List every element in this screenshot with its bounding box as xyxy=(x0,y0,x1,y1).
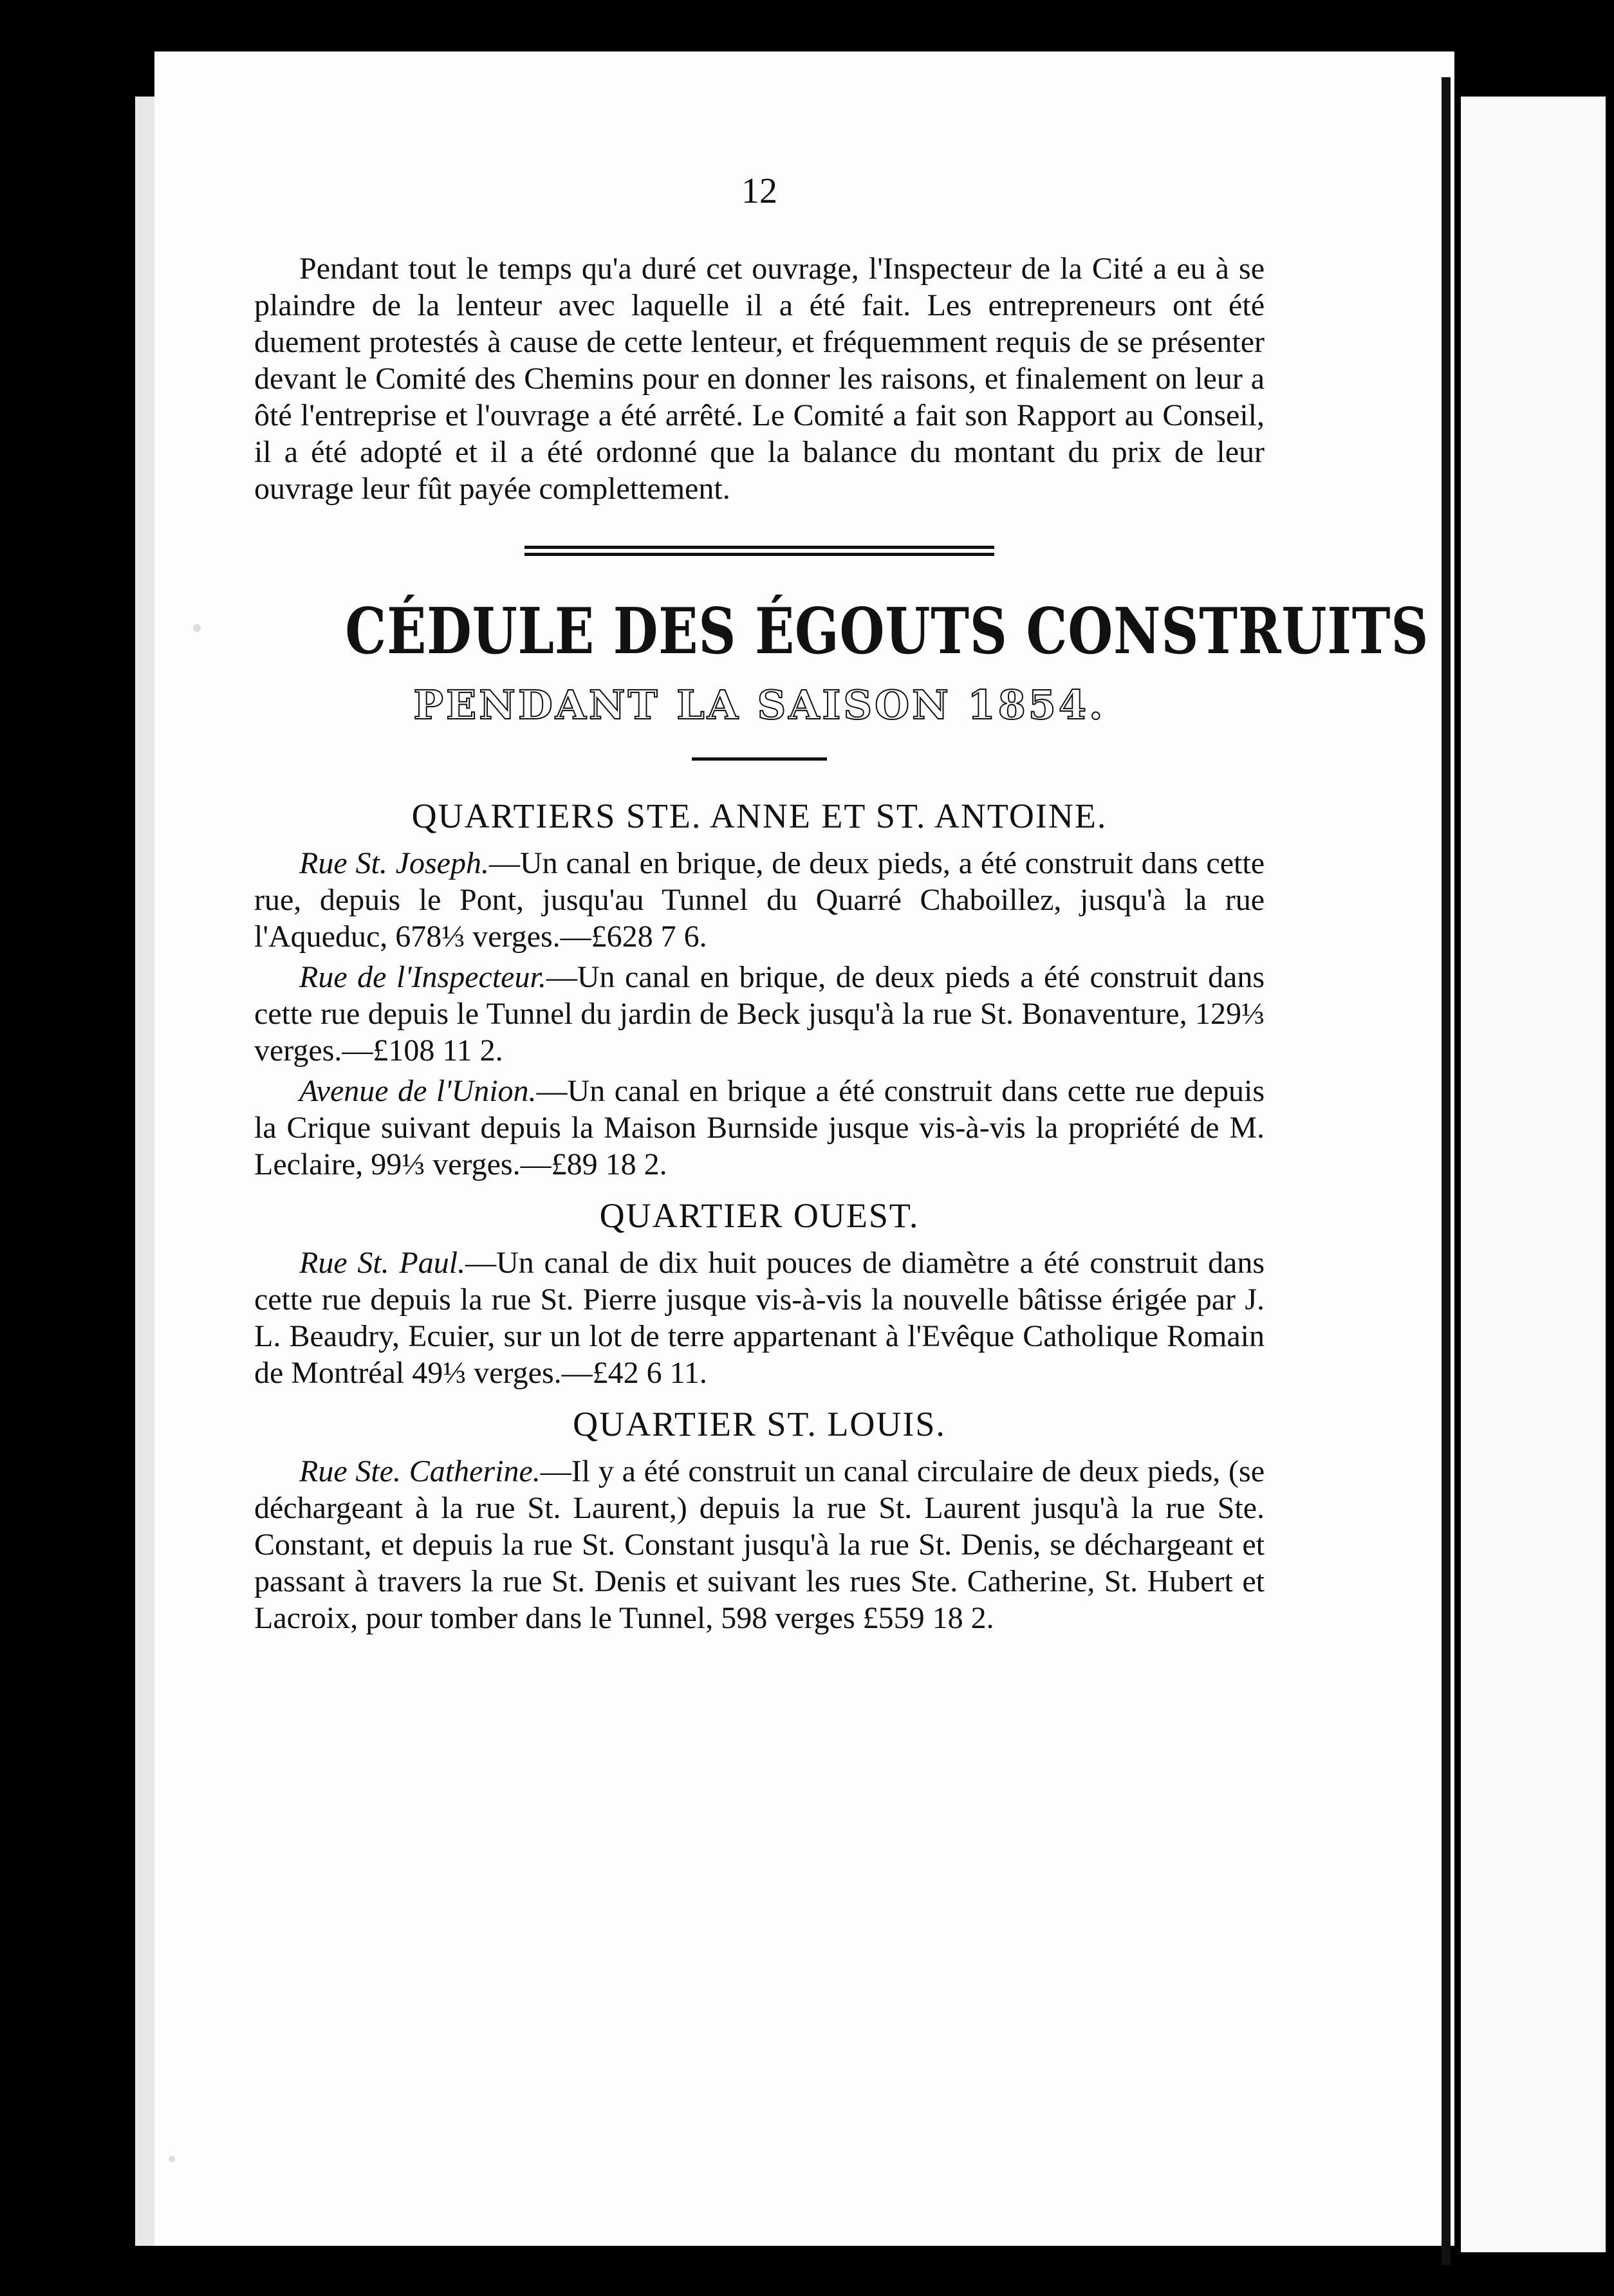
binding-gutter xyxy=(1442,77,1451,2265)
entry-text: —Un canal en brique a été construit dans cette rue depuis la Crique suivant depuis la Maison Burnside jusque vis-à-vis la propriété de M. Leclaire, 99⅓ verges.—£89 18 2. xyxy=(254,1074,1265,1181)
entry-rue-ste-catherine xyxy=(254,1453,1265,1636)
street-name: Rue St. Paul. xyxy=(299,1246,466,1280)
double-rule-divider xyxy=(524,546,994,556)
entry-rue-de-l-inspecteur xyxy=(254,959,1265,1069)
scan-speck xyxy=(169,2156,175,2162)
section-heading-quartier-ouest: QUARTIER OUEST. xyxy=(599,1196,920,1235)
adjacent-page-edge-right xyxy=(1461,97,1606,2252)
intro-paragraph: Pendant tout le temps qu'a duré cet ouvrage, l'Inspecteur de la Cité a eu à se plaindre de la lenteur avec laquelle il a été fait. Les entrepreneurs ont été duement protestés à cause de cette lenteur, et fréquemment requis de se présenter devant le Comité des Chemins pour en donner les raisons, et finalement on leur a ôté l'entreprise et l'ouvrage a été arrêté. Le Comité a fait son Rapport au Conseil, il a été adopté et il a été ordonné que la balance du montant du prix de leur ouvrage leur fût payée complettement. xyxy=(254,252,1265,506)
entry-text: —Un canal de dix huit pouces de diamètre a été construit dans cette rue depuis la rue St. Pierre jusque vis-à-vis la nouvelle bâtisse érigée par J. L. Beaudry, Ecuier, sur un lot de terre appartenant à l'Evêque Catholique Romain de Montréal 49⅓ verges.—£42 6 11. xyxy=(254,1246,1265,1390)
short-rule-divider xyxy=(692,757,827,761)
schedule-title: CÉDULE DES ÉGOUTS CONSTRUITS xyxy=(345,595,1429,669)
adjacent-page-edge-left xyxy=(135,97,154,2246)
section-heading-ste-anne-st-antoine: QUARTIERS STE. ANNE ET ST. ANTOINE. xyxy=(411,797,1108,835)
entry-text: —Un canal en brique, de deux pieds, a été construit dans cette rue, depuis le Pont, jusqu'au Tunnel du Quarré Chaboillez, jusqu'à la rue l'Aqueduc, 678⅓ verges.—£628 7 6. xyxy=(254,846,1265,954)
scan-speck xyxy=(193,624,201,632)
entry-rue-st-joseph xyxy=(254,845,1265,955)
page-number: 12 xyxy=(741,171,777,211)
street-name: Rue Ste. Catherine. xyxy=(299,1454,541,1488)
street-name: Rue de l'Inspecteur. xyxy=(299,960,546,994)
entry-rue-st-paul xyxy=(254,1245,1265,1391)
entry-avenue-de-l-union xyxy=(254,1073,1265,1183)
street-name: Avenue de l'Union. xyxy=(299,1074,537,1108)
section-heading-quartier-st-louis: QUARTIER ST. LOUIS. xyxy=(573,1405,946,1443)
street-name: Rue St. Joseph. xyxy=(299,846,489,880)
page-content xyxy=(254,171,1429,1640)
schedule-subtitle: PENDANT LA SAISON 1854. xyxy=(413,681,1106,728)
entry-text: —Il y a été construit un canal circulaire de deux pieds, (se déchargeant à la rue St. Laurent,) depuis la rue St. Laurent jusqu'à la rue Ste. Constant, et depuis la rue St. Constant jusqu'à la rue St. Denis, se déchargeant et passant à travers la rue St. Denis et suivant les rues Ste. Catherine, St. Hubert et Lacroix, pour tomber dans le Tunnel, 598 verges £559 18 2. xyxy=(254,1454,1265,1635)
entry-text: —Un canal en brique, de deux pieds a été construit dans cette rue depuis le Tunnel du jardin de Beck jusqu'à la rue St. Bonaventure, 129⅓ verges.—£108 11 2. xyxy=(254,960,1265,1068)
